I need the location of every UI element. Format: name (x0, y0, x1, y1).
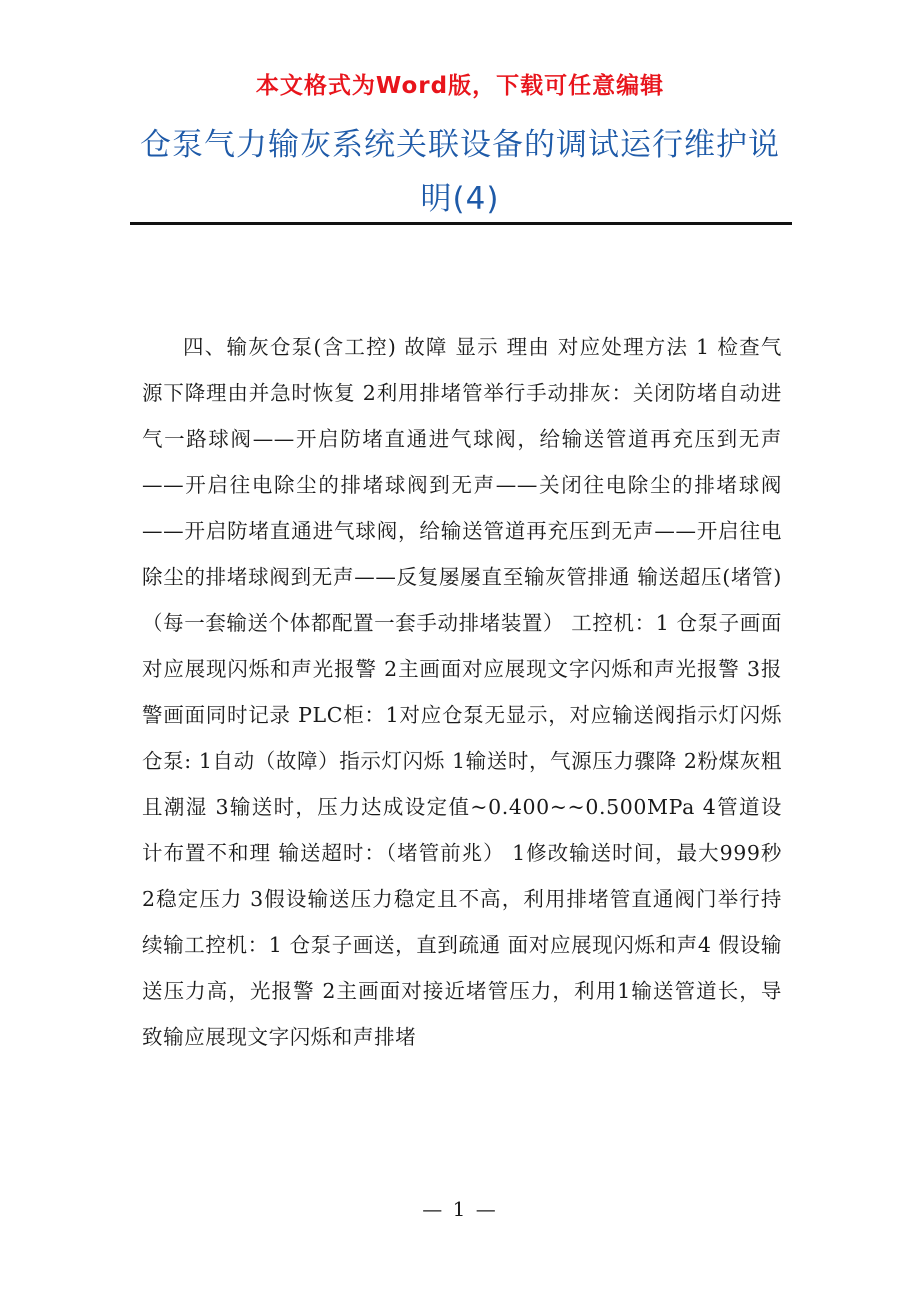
page-number: — 1 — (422, 1197, 498, 1221)
title-divider (130, 222, 792, 225)
document-title: 仓泵气力输灰系统关联设备的调试运行维护说明(4) (140, 127, 780, 217)
download-notice-banner: 本文格式为Word版，下载可任意编辑 (255, 73, 665, 99)
document-body-paragraph: 四、输灰仓泵(含工控) 故障 显示 理由 对应处理方法 1 检查气源下降理由并急时恢复 2利用排堵管举行手动排灰：关闭防堵自动进气一路球阀——开启防堵直通进气球阀，给输送管道再充压到无声——开启往电除尘的排堵球阀到无声——关闭往电除尘的排堵球阀——开启防堵直通进气球阀，给输送管道再充压到无声——开启往电除尘的排堵球阀到无声——反复屡屡直至输灰管排通 输送超压(堵管) （每一套输送个体都配置一套手动排堵装置） 工控机：1 仓泵子画面对应展现闪烁和声光报警 2主画面对应展现文字闪烁和声光报警 3报警画面同时记录 PLC柜：1对应仓泵无显示，对应输送阀指示灯闪烁 仓泵: 1自动（故障）指示灯闪烁 1输送时，气源压力骤降 2粉煤灰粗且潮湿 3输送时，压力达成设定值~0.400~~0.500MPa 4管道设计布置不和理 输送超时：（堵管前兆） 1修改输送时间，最大999秒 2稳定压力 3假设输送压力稳定且不高，利用排堵管直通阀门举行持续输工控机：1 仓泵子画送，直到疏通 面对应展现闪烁和声4 假设输送压力高，光报警 2主画面对接近堵管压力，利用1输送管道长，导致输应展现文字闪烁和声排堵 (142, 335, 782, 1049)
